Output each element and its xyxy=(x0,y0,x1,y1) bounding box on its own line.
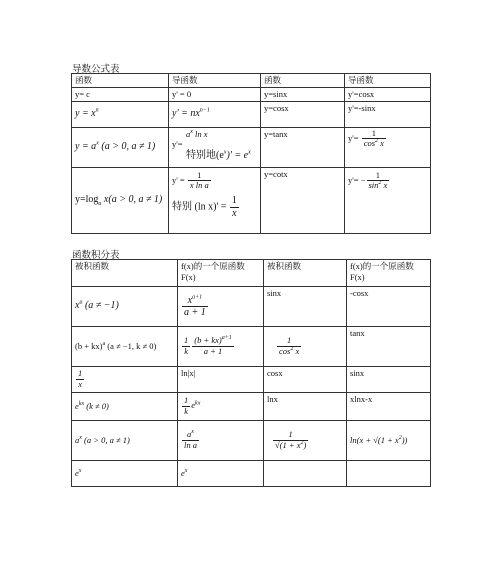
header-derivative: 导函数 xyxy=(169,74,261,88)
cell-sin-antiderivative: -cosx xyxy=(347,287,431,327)
cell-exponential-antiderivative: $\frac{a^x}{\text{ln a}}$ xyxy=(178,421,264,461)
header-integrand: 被积函数 xyxy=(264,260,347,287)
cell-cos: y=cosx xyxy=(261,101,345,127)
cell-reciprocal-antiderivative: ln|x| xyxy=(178,367,264,393)
cell-linear-power-integrand: (b + kx)$^a$ (a ≠ −1, k ≠ 0) xyxy=(72,327,178,367)
cell-sin: y=sinx xyxy=(261,88,345,102)
header-function: 函数 xyxy=(261,74,345,88)
cell-cos-antiderivative: sinx xyxy=(347,367,431,393)
header-function: 函数 xyxy=(72,74,169,88)
header-derivative: 导函数 xyxy=(345,74,431,88)
cell-tan: y=tanx xyxy=(261,127,345,167)
cell-exp-integrand: $e^x$ xyxy=(72,461,178,487)
cell-cot: y=cotx xyxy=(261,167,345,233)
integral-table-title: 函数积分表 xyxy=(72,251,120,261)
derivative-table xyxy=(71,73,431,234)
cell-constant-derivative: y' = 0 xyxy=(169,88,261,102)
cell-power-derivative: $y' = nx^{n-1}$ xyxy=(169,101,261,127)
cell-tan-derivative: y'= $\frac{1}{\cos^2 x}$ xyxy=(345,127,431,167)
header-antiderivative: f(x)的一个原函数 F(x) xyxy=(347,260,431,287)
cell-inverse-sqrt-antiderivative: $\ln(x + √(1 + x^2))$ xyxy=(347,421,431,461)
cell-cos-derivative: y'=-sinx xyxy=(345,101,431,127)
cell-exp-antiderivative: $e^x$ xyxy=(178,461,264,487)
cell-empty xyxy=(347,461,431,487)
cell-sin-integrand: sinx xyxy=(264,287,347,327)
header-integrand: 被积函数 xyxy=(72,260,178,287)
cell-exponential: $y = a^x$ (a > 0, a ≠ 1) xyxy=(72,127,169,167)
cell-power: $y = x^n$ xyxy=(72,101,169,127)
cell-power-antiderivative: $\frac{x^{a+1}}{a + 1}$ xyxy=(178,287,264,327)
cell-sec-squared-integrand: $\frac{1}{\cos^2 x}$ xyxy=(264,327,347,367)
cell-cos-integrand: cosx xyxy=(264,367,347,393)
cell-ln-antiderivative: xlnx-x xyxy=(347,393,431,421)
cell-exponential-integrand: $a^x$ (a > 0, a ≠ 1) xyxy=(72,421,178,461)
cell-inverse-sqrt-integrand: $\frac{1}{√(1 + x^2)}$ xyxy=(264,421,347,461)
cell-sin-derivative: y'=cosx xyxy=(345,88,431,102)
cell-linear-power-antiderivative: $\frac{1}{k}$ $\frac{(b + kx)^{a+1}}{a + 1}$ xyxy=(178,327,264,367)
cell-empty xyxy=(264,461,347,487)
header-antiderivative: f(x)的一个原函数 F(x) xyxy=(178,260,264,287)
cell-power-integrand: $x^a$ (a ≠ −1) xyxy=(72,287,178,327)
derivative-table-title: 导数公式表 xyxy=(72,65,120,75)
cell-ln-integrand: lnx xyxy=(264,393,347,421)
cell-exponential-derivative: $a^x$ ln x y'= 特别地$(e^x)' = e^x$ xyxy=(169,127,261,167)
cell-logarithm-derivative: y' = $\frac{1}{\text{x ln a}}$ 特别 (ln x)' = $\frac{1}{x}$ xyxy=(169,167,261,233)
cell-cot-derivative: y'= − $\frac{1}{\sin^2 x}$ xyxy=(345,167,431,233)
cell-exp-kx-antiderivative: $\frac{1}{k}$ $e^{kx}$ xyxy=(178,393,264,421)
cell-constant: y= c xyxy=(72,88,169,102)
cell-reciprocal-integrand: $\frac{1}{x}$ xyxy=(72,367,178,393)
integral-table xyxy=(71,259,431,487)
cell-exp-kx-integrand: $e^{kx}$ (k ≠ 0) xyxy=(72,393,178,421)
cell-tan-antiderivative: tanx xyxy=(347,327,431,367)
cell-logarithm: $y=\log_a$ x(a > 0, a ≠ 1) xyxy=(72,167,169,233)
